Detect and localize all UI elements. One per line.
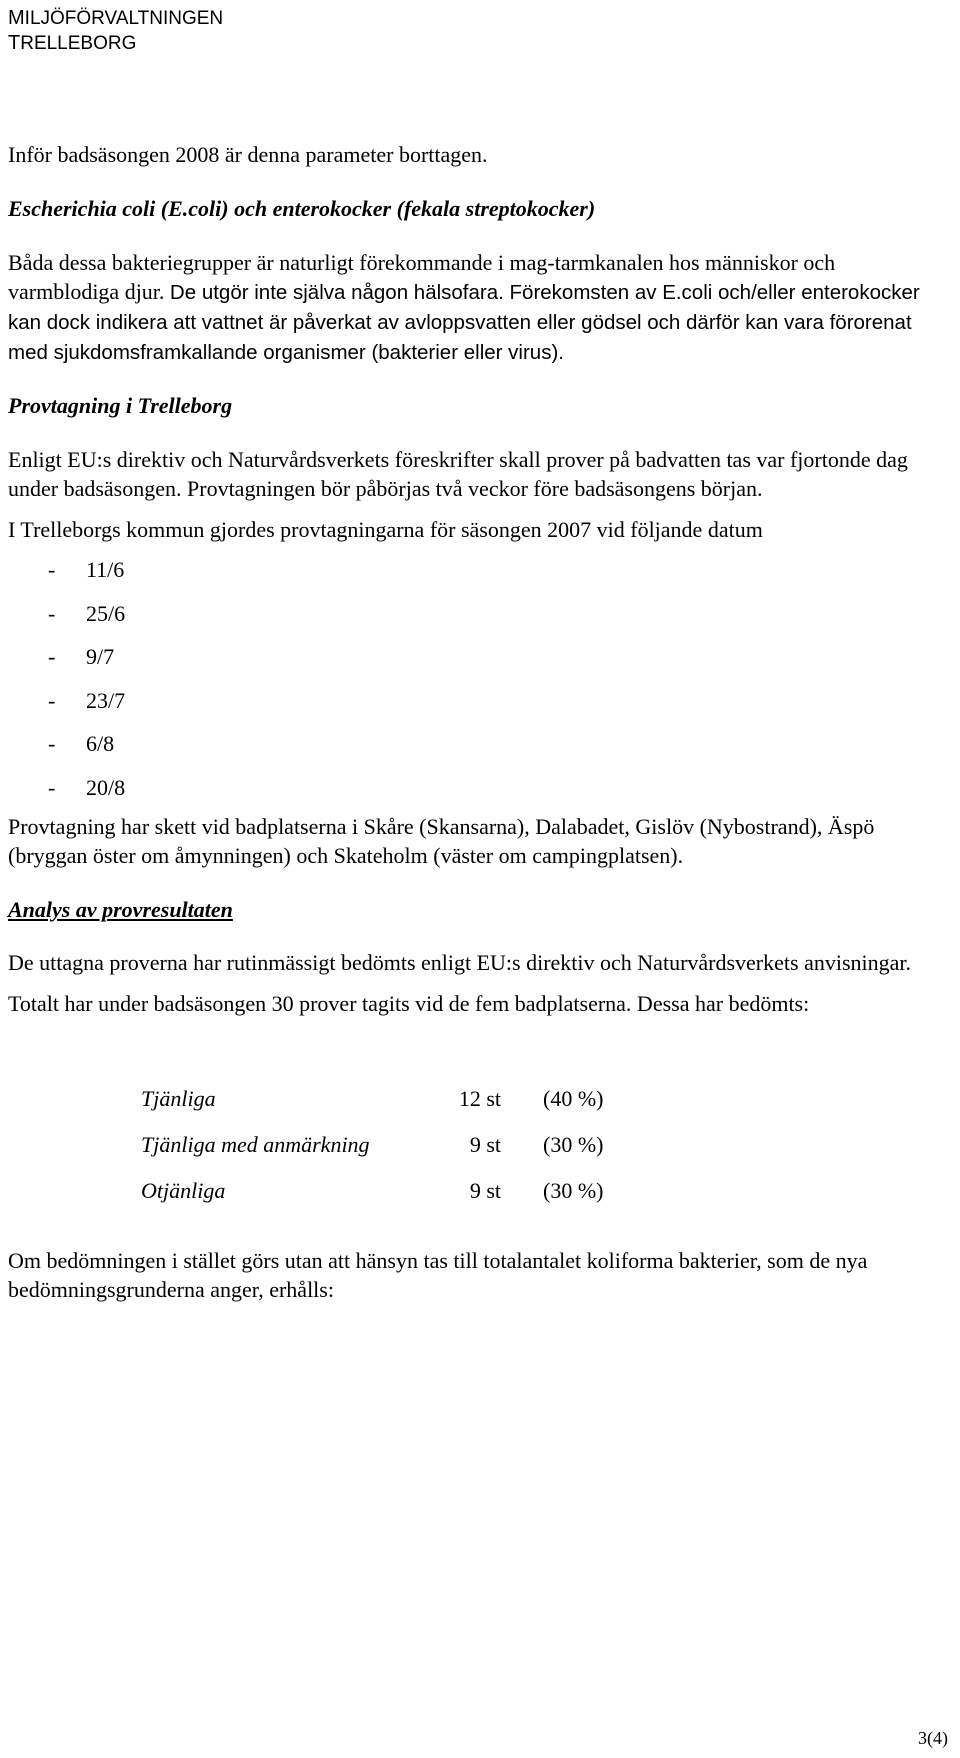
list-item: - 9/7: [48, 644, 115, 669]
sampling-dates-list: [8, 555, 948, 816]
page-number: 3(4): [918, 1728, 948, 1748]
result-count: 9 st: [469, 1178, 501, 1203]
document-body: [8, 140, 948, 1304]
letterhead: [8, 6, 223, 56]
result-count: 9 st: [469, 1132, 501, 1157]
result-percent: (40 %): [543, 1086, 604, 1111]
table-row: [141, 1130, 603, 1176]
list-item: - 23/7: [48, 687, 126, 713]
total-paragraph: Totalt har under badsäsongen 30 prover tagits vid de fem badplatserna. Dessa har bedömts:: [8, 991, 810, 1016]
result-percent: (30 %): [543, 1178, 604, 1203]
locations-paragraph: Provtagning har skett vid badplatserna i Skåre (Skansarna), Dalabadet, Gislöv (Nybostrand), Äspö (bryggan öster om åmynningen) och Skateholm (väster om campingplatsen).: [8, 814, 875, 868]
ecoli-paragraph: Båda dessa bakteriegrupper är naturligt förekommande i mag-tarmkanalen hos människor och varmblodiga djur. De utgör inte själva någon hälsofara. Förekomsten av E.coli och/eller enterokocker kan dock indikera att vattnet är påverkat av avloppsvatten eller gödsel och därför kan vara förorenat med sjukdomsframkallande organismer (bakterier eller virus).: [8, 250, 920, 364]
analysis-heading: Analys av provresultaten: [8, 897, 233, 922]
letterhead-municipality: TRELLEBORG: [8, 32, 137, 54]
result-count: 12 st: [458, 1086, 501, 1111]
sampling-paragraph: Enligt EU:s direktiv och Naturvårdsverkets föreskrifter skall prover på badvatten tas var fjortonde dag under badsäsongen. Provtagningen bör påbörjas två veckor före badsäsongens början.: [8, 447, 908, 501]
analysis-paragraph: De uttagna proverna har rutinmässigt bedömts enligt EU:s direktiv och Naturvårdsverkets anvisningar.: [8, 950, 911, 975]
result-percent: (30 %): [543, 1132, 604, 1157]
list-item: - 11/6: [48, 557, 125, 582]
dates-intro: I Trelleborgs kommun gjordes provtagningarna för säsongen 2007 vid följande datum: [8, 517, 763, 542]
result-label: Tjänliga: [141, 1086, 216, 1111]
results-table: [141, 1084, 603, 1222]
result-label: Otjänliga: [141, 1178, 226, 1203]
final-paragraph: Om bedömningen i stället görs utan att hänsyn tas till totalantalet koliforma bakterier, som de nya bedömningsgrunderna anger, erhålls:: [8, 1248, 868, 1302]
list-item: - 6/8: [48, 731, 115, 756]
ecoli-heading: Escherichia coli (E.coli) och enterokocker (fekala streptokocker): [8, 196, 596, 221]
list-item: - 25/6: [48, 600, 126, 626]
table-row: [141, 1084, 603, 1130]
intro-paragraph: Inför badsäsongen 2008 är denna parameter borttagen.: [8, 142, 488, 167]
sampling-heading: Provtagning i Trelleborg: [8, 393, 233, 418]
letterhead-department: MILJÖFÖRVALTNINGEN: [8, 7, 224, 29]
list-item: - 20/8: [48, 774, 126, 800]
table-row: [141, 1176, 603, 1222]
result-label: Tjänliga med anmärkning: [141, 1132, 370, 1157]
